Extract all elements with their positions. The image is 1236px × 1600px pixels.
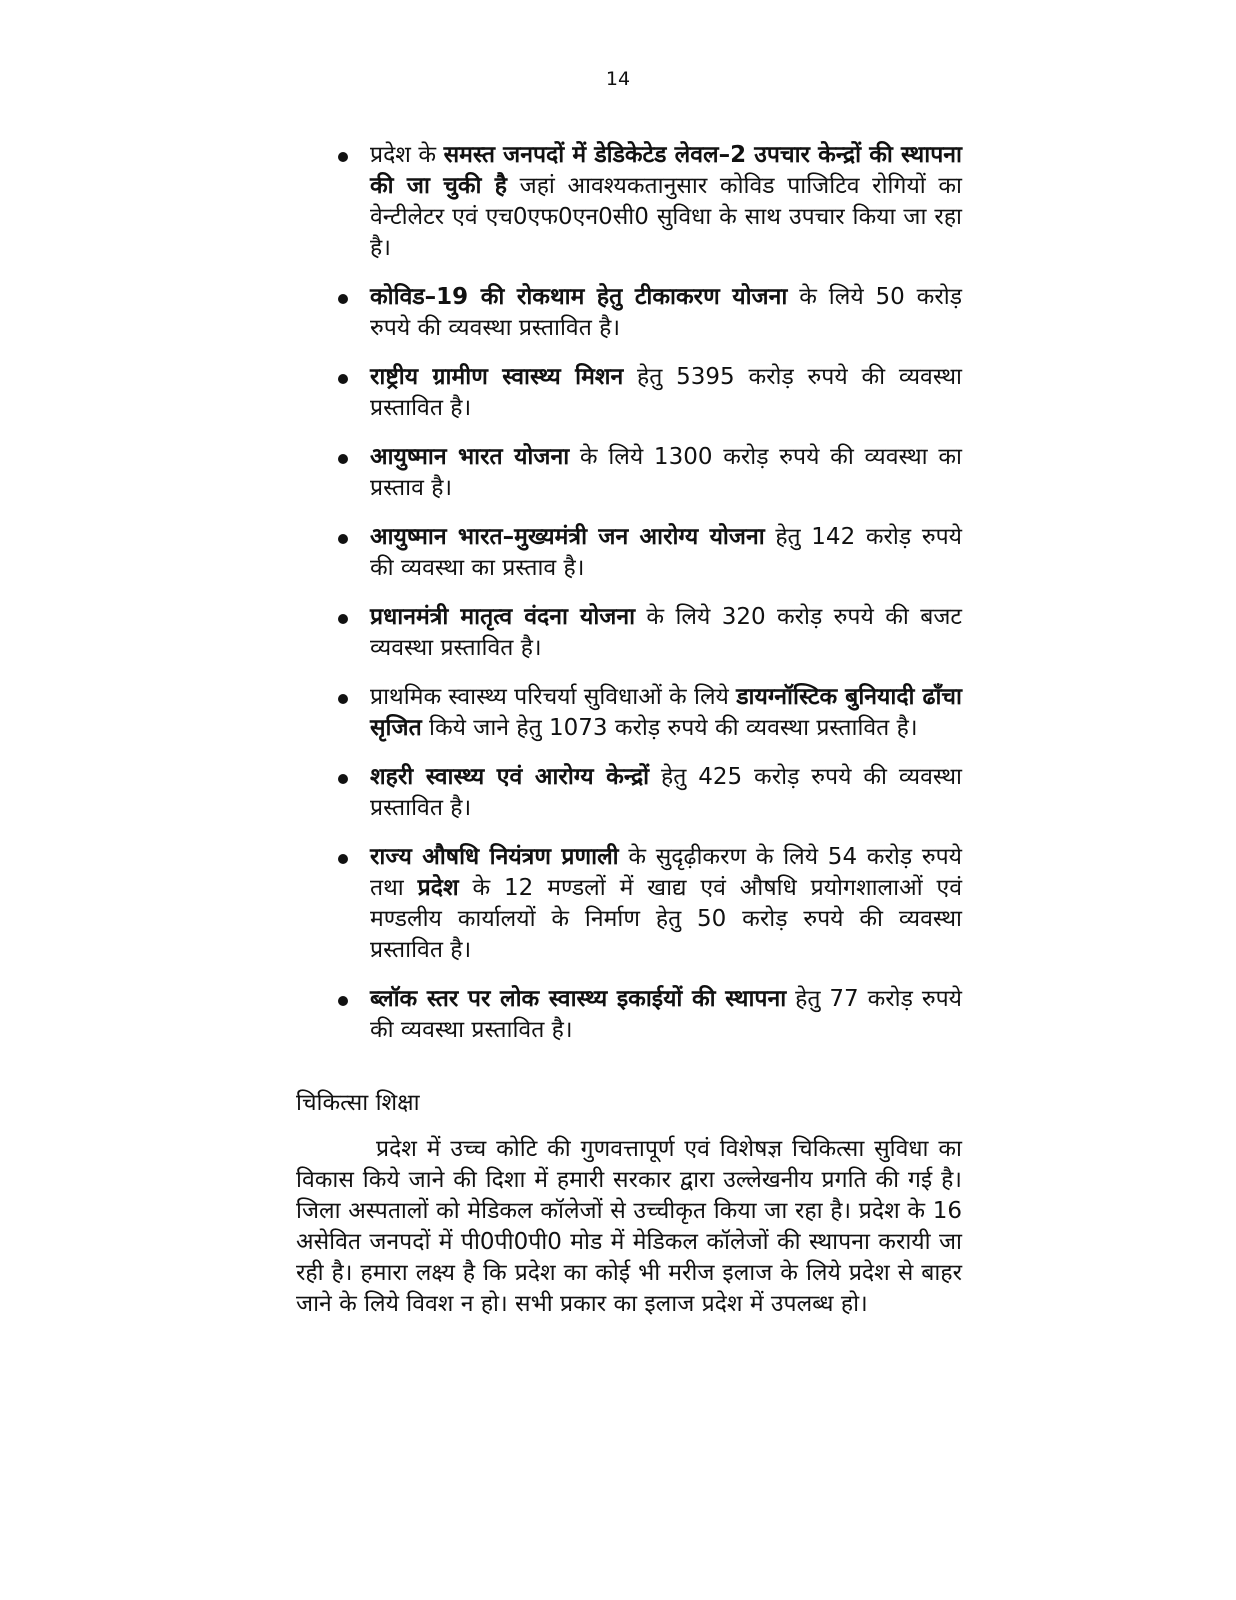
bullet-text: हेतु 77 करोड़ रुपये की व्यवस्था प्रस्तावित है। (370, 986, 962, 1043)
bullet-item (336, 682, 962, 744)
bullet-item (336, 362, 962, 424)
bullet-text: के लिये 1300 करोड़ रुपये की व्यवस्था का प्रस्ताव है। (370, 444, 962, 501)
bullet-item (336, 984, 962, 1046)
bullet-dot-icon (338, 152, 348, 162)
bullet-text-bold: आयुष्मान भारत–मुख्यमंत्री जन आरोग्य योजना (370, 524, 765, 550)
bullet-text: हेतु 5395 करोड़ रुपये की व्यवस्था प्रस्तावित है। (370, 364, 962, 421)
bullet-text-bold: कोविड–19 की रोकथाम हेतु टीकाकरण योजना (370, 284, 788, 310)
bullet-dot-icon (338, 294, 348, 304)
bullet-text: प्रदेश के (370, 142, 444, 168)
bullet-item (336, 522, 962, 584)
bullet-text-bold: राष्ट्रीय ग्रामीण स्वास्थ्य मिशन (370, 364, 624, 390)
bullet-text: के लिये 50 करोड़ रुपये की व्यवस्था प्रस्तावित है। (370, 284, 962, 341)
bullet-dot-icon (338, 694, 348, 704)
bullet-dot-icon (338, 534, 348, 544)
bullet-item (336, 602, 962, 664)
bullet-text-bold: प्रधानमंत्री मातृत्व वंदना योजना (370, 604, 636, 630)
page-number: 14 (605, 68, 631, 90)
bullet-dot-icon (338, 996, 348, 1006)
bullet-list (336, 140, 962, 1064)
bullet-text: हेतु 425 करोड़ रुपये की व्यवस्था प्रस्तावित है। (370, 764, 962, 821)
bullet-text-bold: आयुष्मान भारत योजना (370, 444, 570, 470)
bullet-text: जहां आवश्यकतानुसार कोविड पाजिटिव रोगियों का वेन्टीलेटर एवं एच0एफ0एन0सी0 सुविधा के साथ उपचार किया जा रहा है। (370, 173, 962, 261)
bullet-text: प्राथमिक स्वास्थ्य परिचर्या सुविधाओं के लिये (370, 684, 737, 710)
bullet-item (336, 282, 962, 344)
bullet-dot-icon (338, 454, 348, 464)
bullet-item (336, 842, 962, 966)
bullet-dot-icon (338, 774, 348, 784)
bullet-text: के सुदृढ़ीकरण के लिये 54 करोड़ रुपये तथा (370, 844, 962, 901)
bullet-item (336, 442, 962, 504)
section-heading: चिकित्सा शिक्षा (296, 1090, 420, 1116)
bullet-text: के लिये 320 करोड़ रुपये की बजट व्यवस्था प्रस्तावित है। (370, 604, 962, 661)
bullet-text-bold: शहरी स्वास्थ्य एवं आरोग्य केन्द्रों (370, 764, 650, 790)
bullet-text: किये जाने हेतु 1073 करोड़ रुपये की व्यवस्था प्रस्तावित है। (421, 715, 918, 741)
body-paragraph: प्रदेश में उच्च कोटि की गुणवत्तापूर्ण एवं विशेषज्ञ चिकित्सा सुविधा का विकास किये जाने की दिशा में हमारी सरकार द्वारा उल्लेखनीय प्रगति की गई है। जिला अस्पतालों को मेडिकल कॉलेजों से उच्चीकृत किया जा रहा है। प्रदेश के 16 असेवित जनपदों में पी0पी0पी0 मोड में मेडिकल कॉलेजों की स्थापना करायी जा रही है। हमारा लक्ष्य है कि प्रदेश का कोई भी मरीज इलाज के लिये प्रदेश से बाहर जाने के लिये विवश न हो। सभी प्रकार का इलाज प्रदेश में उपलब्ध हो। (296, 1136, 962, 1317)
bullet-text: के 12 मण्डलों में खाद्य एवं औषधि प्रयोगशालाओं एवं मण्डलीय कार्यालयों के निर्माण हेतु 50 करोड़ रुपये की व्यवस्था प्रस्तावित है। (370, 875, 962, 963)
bullet-text: हेतु 142 करोड़ रुपये की व्यवस्था का प्रस्ताव है। (370, 524, 962, 581)
bullet-text-bold: राज्य औषधि नियंत्रण प्रणाली (370, 844, 619, 870)
bullet-item (336, 140, 962, 264)
bullet-dot-icon (338, 854, 348, 864)
bullet-text-bold: ब्लॉक स्तर पर लोक स्वास्थ्य इकाईयों की स्थापना (370, 986, 787, 1012)
bullet-item (336, 762, 962, 824)
bullet-text-bold: समस्त जनपदों में डेडिकेटेड लेवल–2 उपचार केन्द्रों की स्थापना की जा चुकी है (370, 142, 962, 199)
bullet-dot-icon (338, 374, 348, 384)
bullet-text-bold: प्रदेश (417, 875, 459, 901)
bullet-dot-icon (338, 614, 348, 624)
bullet-text-bold: डायग्नॉस्टिक बुनियादी ढाँचा सृजित (370, 684, 962, 741)
